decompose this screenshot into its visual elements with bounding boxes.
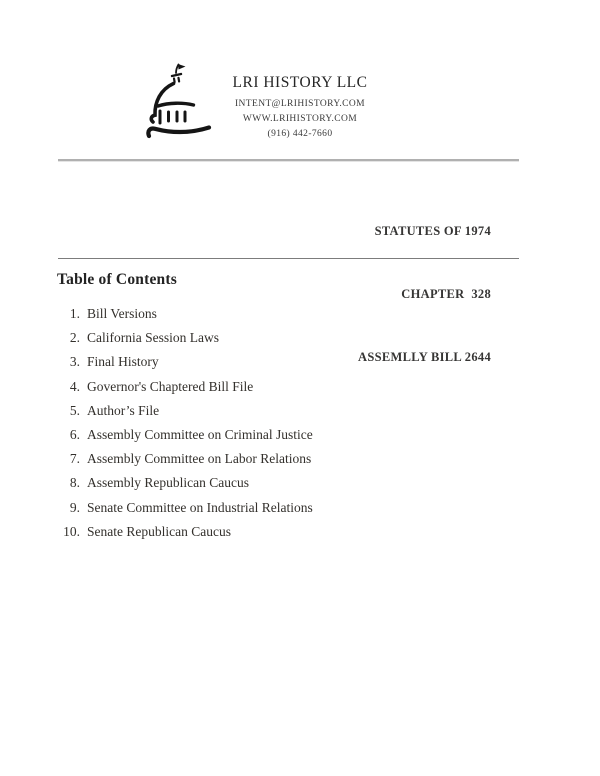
toc-item-label: Governor's Chaptered Bill File bbox=[87, 378, 254, 394]
toc-item bbox=[57, 496, 497, 520]
toc-item bbox=[57, 350, 497, 374]
letterhead bbox=[150, 74, 450, 142]
toc-item bbox=[57, 471, 497, 495]
contact-info bbox=[150, 97, 450, 142]
toc-item-label: Bill Versions bbox=[87, 306, 157, 322]
toc-item bbox=[57, 520, 497, 544]
toc-item bbox=[57, 302, 497, 326]
toc-item-number: 7. bbox=[69, 451, 80, 467]
toc-item bbox=[57, 399, 497, 423]
toc-item-number: 2. bbox=[69, 330, 80, 346]
email-line: INTENT@LRIHISTORY.COM bbox=[234, 99, 365, 109]
horizontal-rule-top bbox=[58, 159, 519, 162]
toc-item-number: 9. bbox=[69, 499, 80, 515]
toc-item-label: Assembly Committee on Labor Relations bbox=[87, 451, 312, 467]
toc-item bbox=[57, 423, 497, 447]
toc-item-label: Assembly Republican Caucus bbox=[87, 475, 249, 491]
phone-line: (916) 442-7660 bbox=[267, 129, 333, 139]
bill-line: ASSEMLLY BILL 2644 bbox=[358, 350, 491, 364]
website-line: WWW.LRIHISTORY.COM bbox=[242, 114, 358, 124]
toc-item-number: 10. bbox=[63, 523, 80, 539]
toc-item bbox=[57, 326, 497, 350]
toc-item-label: Senate Republican Caucus bbox=[87, 523, 231, 539]
toc-item-number: 4. bbox=[69, 378, 80, 394]
toc-item-number: 5. bbox=[69, 402, 80, 418]
toc-list bbox=[57, 302, 497, 544]
toc-item-label: California Session Laws bbox=[87, 330, 219, 346]
toc-item-label: Author’s File bbox=[87, 402, 160, 418]
toc-item-label: Final History bbox=[87, 354, 159, 370]
chapter-line: CHAPTER 328 bbox=[401, 287, 491, 301]
toc-item bbox=[57, 447, 497, 471]
toc-heading: Table of Contents bbox=[57, 271, 177, 288]
toc-item-label: Assembly Committee on Criminal Justice bbox=[87, 427, 313, 443]
company-name: LRI HISTORY LLC bbox=[232, 74, 368, 91]
toc-item-label: Senate Committee on Industrial Relations bbox=[87, 499, 313, 515]
statutes-line: STATUTES OF 1974 bbox=[374, 224, 491, 238]
toc-item-number: 3. bbox=[69, 354, 80, 370]
toc-item bbox=[57, 375, 497, 399]
toc-item-number: 6. bbox=[69, 427, 80, 443]
toc-item-number: 1. bbox=[69, 306, 80, 322]
toc-item-number: 8. bbox=[69, 475, 80, 491]
